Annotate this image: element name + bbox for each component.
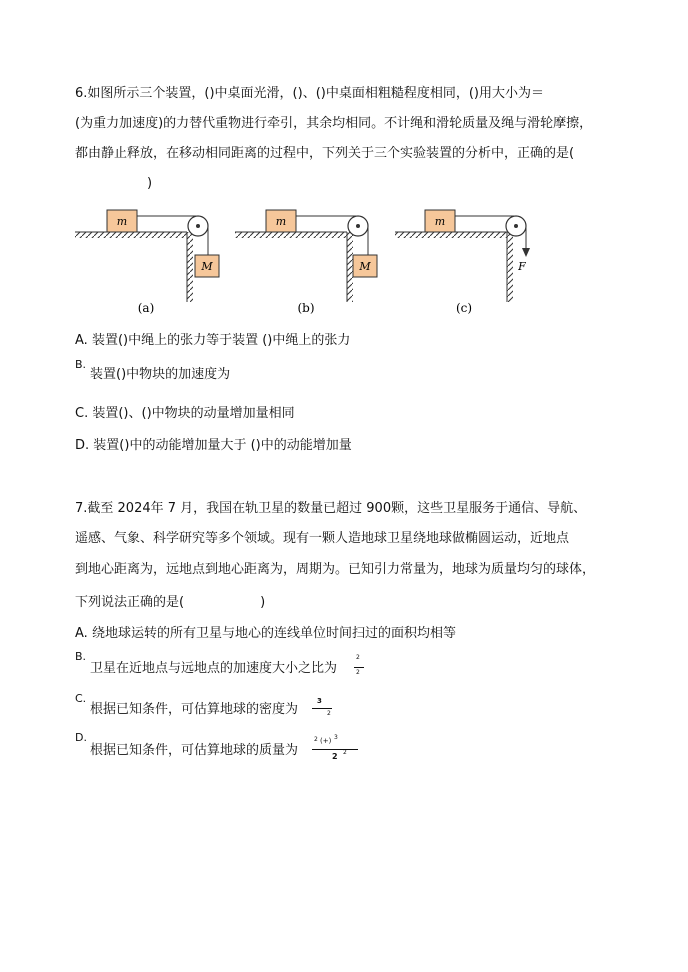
q7-option-b-fraction [354, 654, 366, 682]
q7-option-b-frac-num: 2 [356, 654, 360, 661]
block-m-label-c: m [434, 215, 446, 228]
q7-option-b-frac-den: 2 [356, 669, 360, 676]
q7-stem-line-1: 7.截至 2024年 7 月，我国在轨卫星的数量已超过 900颗，这些卫星服务于通信、导航、 [75, 501, 587, 516]
q6-option-d-letter: D. [75, 438, 90, 453]
q7-stem-line-2: 遥感、气象、科学研究等多个领域。现有一颗人造地球卫星绕地球做椭圆运动，近地点 [75, 531, 570, 546]
caption-b: (b) [297, 301, 315, 315]
q6-option-d-text: 装置()中的动能增加量大于 ()中的动能增加量 [93, 438, 352, 453]
hanging-mass-label-b: M [359, 260, 371, 273]
q6-apparatus-figure [70, 200, 540, 320]
q7-option-c-frac-bar [312, 708, 332, 709]
caption-c: (c) [455, 301, 473, 315]
q7-option-d-frac-bar [312, 749, 358, 750]
q7-stem-line-4-close: ) [260, 595, 266, 610]
q7-option-d-frac-num-c: 3 [334, 734, 338, 741]
q6-option-a-letter: A. [75, 333, 88, 348]
q7-option-a-text: 绕地球运转的所有卫星与地心的连线单位时间扫过的面积均相等 [91, 626, 456, 641]
q7-option-c-fraction [312, 697, 332, 723]
q7-option-c-frac-num: 3 [317, 697, 322, 705]
q7-option-c-text: 根据已知条件，可估算地球的密度为 [90, 702, 299, 717]
q6-option-b-text: 装置()中物块的加速度为 [90, 367, 231, 382]
apparatus-c [395, 210, 530, 315]
q6-stem-line-3: 都由静止释放，在移动相同距离的过程中，下列关于三个实验装置的分析中，正确的是( [75, 146, 575, 161]
q7-option-d-frac-num-a: 2 [314, 736, 318, 743]
force-arrow-c [522, 248, 530, 257]
block-m-label-b: m [275, 215, 287, 228]
hanging-mass-label-a: M [201, 260, 213, 273]
q6-stem-line-2: (为重力加速度)的力替代重物进行牵引，其余均相同。不计绳和滑轮质量及绳与滑轮摩擦， [75, 116, 593, 131]
q7-option-b-text: 卫星在近地点与远地点的加速度大小之比为 [90, 661, 338, 676]
q7-option-a-letter: A. [75, 626, 88, 641]
q7-option-a [75, 625, 456, 643]
q6-option-c [75, 405, 295, 423]
q7-option-d-frac-den-b: 2 [343, 749, 347, 756]
q6-stem-line-4: ) [147, 176, 153, 191]
q7-stem-line-3: 到地心距离为，远地点到地心距离为，周期为。已知引力常量为，地球为质量均匀的球体， [75, 562, 596, 577]
q7-stem-line-4-text: 下列说法正确的是( [75, 595, 185, 610]
q6-option-c-text: 装置()、()中物块的动量增加量相同 [92, 406, 295, 421]
q7-stem-line-4 [75, 594, 265, 612]
q6-option-d [75, 437, 352, 455]
q6-option-c-letter: C. [75, 406, 89, 421]
apparatus-b [235, 210, 377, 315]
q6-option-b-letter: B. [75, 358, 87, 371]
q7-option-d-letter: D. [75, 731, 87, 744]
q6-option-a [75, 332, 350, 350]
force-label-c: F [518, 260, 526, 273]
q7-option-b-frac-bar [354, 667, 364, 668]
q7-option-d-frac-den-a: 2 [332, 752, 338, 761]
block-m-label-a: m [116, 215, 128, 228]
q7-option-d-fraction [312, 734, 360, 768]
q6-option-a-text: 装置()中绳上的张力等于装置 ()中绳上的张力 [91, 333, 351, 348]
q7-option-d-text: 根据已知条件，可估算地球的质量为 [90, 743, 299, 758]
q7-option-b-letter: B. [75, 650, 87, 663]
q6-stem-line-1: 6.如图所示三个装置，()中桌面光滑，()、()中桌面相粗糙程度相同，()用大小为＝ [75, 86, 544, 101]
apparatus-a [75, 210, 219, 315]
q7-option-d-frac-num-b: (+) [320, 737, 332, 745]
q7-option-c-letter: C. [75, 692, 87, 705]
caption-a: (a) [137, 301, 155, 315]
q7-option-c-frac-den: 2 [327, 710, 331, 717]
